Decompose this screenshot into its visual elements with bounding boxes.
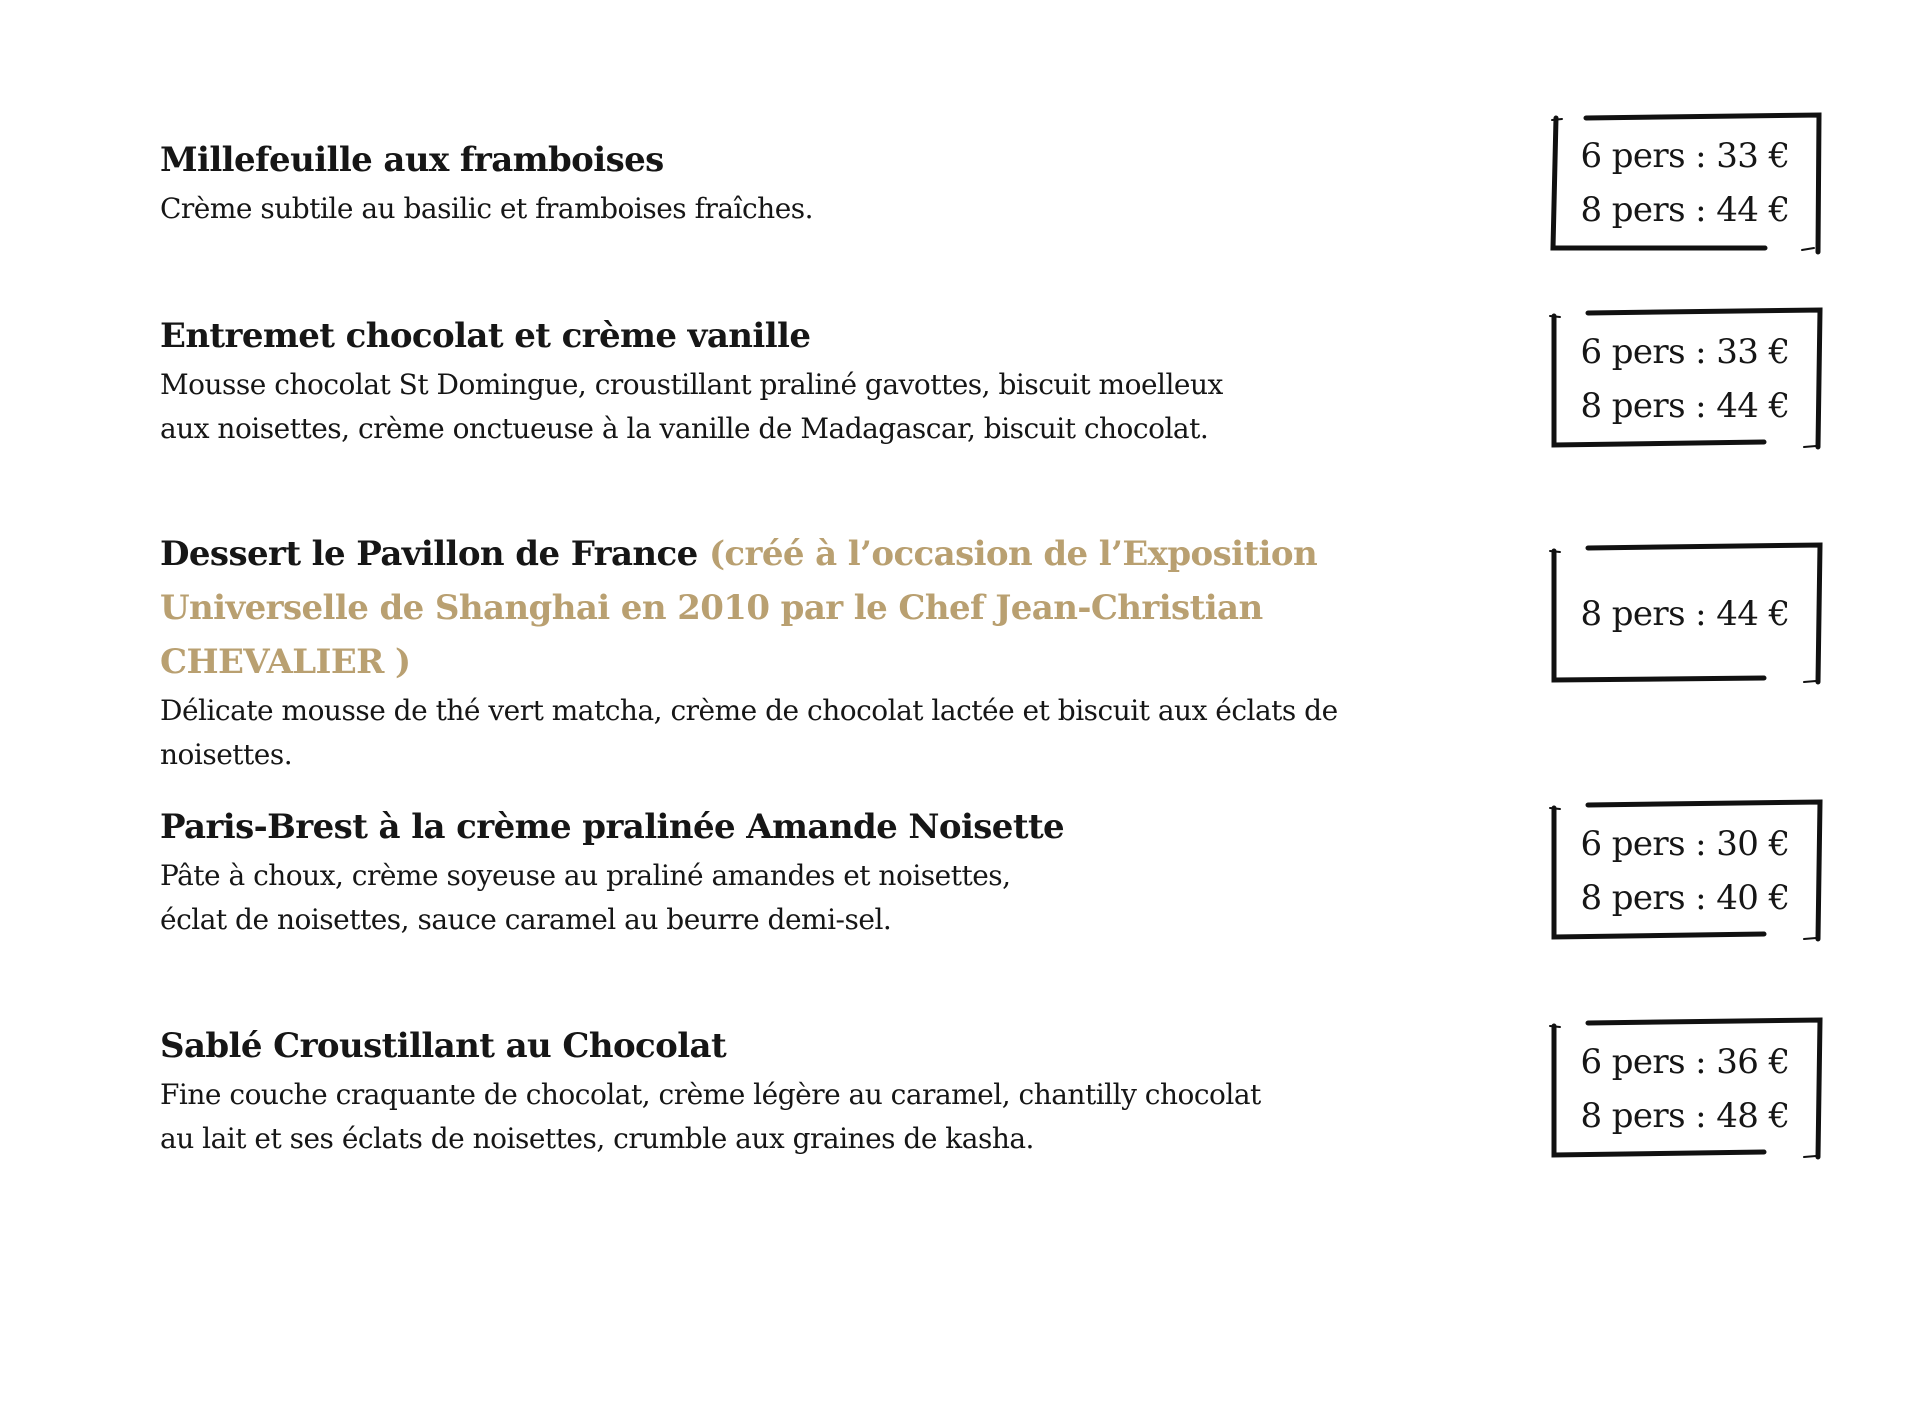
price-box-entremet: [1550, 310, 1820, 448]
price-box-sable: [1550, 1020, 1820, 1158]
item-title-note-continued: [160, 581, 1490, 689]
price-box-paris-brest: [1550, 802, 1820, 940]
item-description-line: éclat de noisettes, sauce caramel au beurre demi-sel.: [160, 903, 892, 936]
item-description-line: Pâte à choux, crème soyeuse au praliné amandes et noisettes,: [160, 859, 1011, 892]
item-description-line: Crème subtile au basilic et framboises fraîches.: [160, 192, 814, 225]
menu-item-pavillon: [160, 527, 1490, 777]
price-6-pers: 6 pers : 36 €: [1580, 1042, 1790, 1082]
menu-item-paris-brest: [160, 800, 1490, 942]
price-8-pers: 8 pers : 40 €: [1580, 878, 1790, 918]
item-title-note: (créé à l’occasion de l’Exposition: [708, 534, 1318, 574]
item-title-main: Dessert le Pavillon de France: [160, 534, 698, 574]
item-title: Entremet chocolat et crème vanille: [160, 316, 811, 356]
item-description-line: Mousse chocolat St Domingue, croustillant praliné gavottes, biscuit moelleux: [160, 368, 1223, 401]
item-title: [160, 527, 1490, 581]
item-description-line: au lait et ses éclats de noisettes, crumble aux graines de kasha.: [160, 1122, 1034, 1155]
item-title: Sablé Croustillant au Chocolat: [160, 1026, 727, 1066]
price-8-pers: 8 pers : 44 €: [1580, 594, 1790, 634]
price-8-pers: 8 pers : 44 €: [1580, 386, 1790, 426]
price-6-pers: 6 pers : 33 €: [1580, 136, 1790, 176]
price-box-pavillon: [1550, 545, 1820, 683]
item-title: Millefeuille aux framboises: [160, 140, 664, 180]
item-title: Paris-Brest à la crème pralinée Amande Noisette: [160, 807, 1065, 847]
price-6-pers: 6 pers : 33 €: [1580, 332, 1790, 372]
item-description-line: Délicate mousse de thé vert matcha, crème de chocolat lactée et biscuit aux éclats de: [160, 694, 1338, 727]
menu-item-millefeuille: [160, 133, 1490, 231]
item-description-line: Fine couche craquante de chocolat, crème légère au caramel, chantilly chocolat: [160, 1078, 1261, 1111]
price-8-pers: 8 pers : 48 €: [1580, 1096, 1790, 1136]
price-6-pers: 6 pers : 30 €: [1580, 824, 1790, 864]
item-description-line: noisettes.: [160, 738, 293, 771]
price-8-pers: 8 pers : 44 €: [1580, 190, 1790, 230]
menu-item-entremet: [160, 309, 1490, 451]
menu-item-sable: [160, 1019, 1490, 1161]
price-box-millefeuille: [1550, 114, 1820, 252]
item-description-line: aux noisettes, crème onctueuse à la vanille de Madagascar, biscuit chocolat.: [160, 412, 1209, 445]
item-title-note-line2: Universelle de Shanghai en 2010 par le Chef Jean-Christian CHEVALIER ): [160, 588, 1263, 682]
